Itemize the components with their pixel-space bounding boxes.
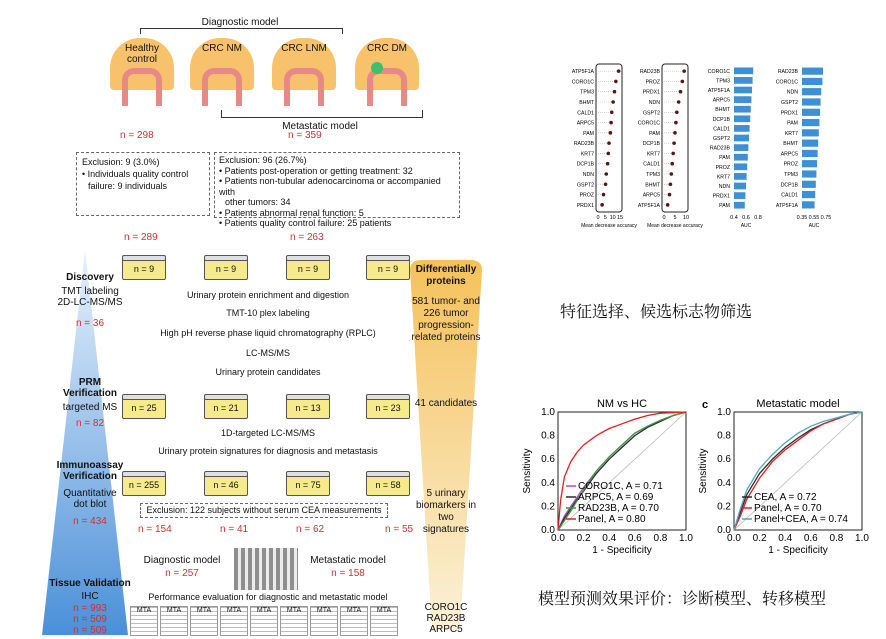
perf-label: Performance evaluation for diagnostic and metastatic model: [148, 592, 388, 602]
rank-label: TPM3: [716, 78, 730, 85]
rank-point: [607, 141, 611, 145]
rank-bar: [802, 201, 815, 208]
rank-bar: [734, 67, 753, 74]
rank-xlabel: AUC: [808, 223, 820, 229]
rank-label: NDN: [582, 172, 594, 178]
rank-label: DCP1B: [780, 182, 798, 189]
rank-label: ARPC5: [642, 192, 660, 199]
rank-label: RAD23B: [573, 141, 594, 148]
rank-label: NDN: [648, 100, 660, 106]
legend-entry: RAD23B, A = 0.70: [578, 503, 659, 514]
n-row4: n = 41: [220, 524, 249, 535]
caption-model-evaluation: 模型预测效果评价：诊断模型、转移模型: [538, 589, 827, 608]
n-row4: n = 154: [138, 524, 172, 535]
funnel-final: CORO1C RAD23B ARPC5: [424, 602, 468, 635]
ihc-tile: MTA: [220, 606, 248, 636]
y-tick-label: 1.0: [541, 407, 555, 418]
rank-label: ATP5F1A: [707, 88, 730, 94]
rank-xlabel: Mean decrease accuracy: [581, 223, 637, 229]
rank-point: [617, 69, 621, 73]
rank-point: [604, 172, 608, 176]
legend-entry: Panel+CEA, A = 0.74: [754, 514, 848, 525]
rank-tick: 15: [616, 215, 624, 221]
colon-icon: [202, 68, 242, 106]
group-label: Healthy control: [125, 43, 159, 65]
funnel-bio: 5 urinary biomarkers in two signatures: [415, 488, 477, 535]
sample-cup: n = 75: [286, 474, 330, 496]
y-tick-label: 0.0: [717, 525, 731, 536]
n-right: n = 359: [288, 130, 322, 141]
y-tick-label: 0.6: [541, 454, 555, 466]
stage-discovery-n: n = 36: [75, 318, 105, 329]
n-row4: n = 55: [385, 524, 414, 535]
rank-point: [670, 172, 674, 176]
x-tick-label: 0.8: [829, 533, 844, 544]
rank-point: [611, 100, 615, 104]
step-6: 1D-targeted LC-MS/MS: [220, 428, 316, 438]
rank-label: ATP5F1A: [775, 202, 798, 209]
bracket-bottom: [221, 110, 423, 118]
rank-point: [600, 203, 604, 207]
rank-tick: 0: [596, 215, 600, 221]
rank-label: GSPT2: [642, 110, 660, 117]
rank-label: PROZ: [783, 161, 798, 168]
rank-label: ATP5F1A: [637, 202, 660, 209]
rank-label: PAM: [719, 203, 730, 210]
step-5: Urinary protein candidates: [215, 367, 321, 377]
rank-label: PAM: [583, 130, 594, 137]
funnel-cand: 41 candidates: [414, 398, 478, 409]
rank-bar: [734, 183, 746, 190]
rank-point: [666, 203, 670, 207]
x-tick-label: 0.0: [551, 533, 565, 544]
diag-model-label: Diagnostic model: [143, 555, 221, 566]
feature-rank-panel: [560, 62, 880, 242]
step-7: Urinary protein signatures for diagnosis and metastasis: [158, 446, 378, 456]
rank-label: ATP5F1A: [571, 69, 594, 76]
n-after-right: n = 263: [290, 232, 324, 243]
rank-label: RAD23B: [709, 145, 730, 152]
bracket-top: [140, 28, 343, 34]
rank-label: CORO1C: [775, 79, 798, 86]
rank-point: [606, 162, 610, 166]
rank-tick: 0.4: [730, 215, 738, 221]
rank-tick: 5: [673, 215, 677, 221]
rank-bar: [734, 202, 745, 209]
stage-tissue-title: Tissue Validation: [49, 578, 131, 589]
rank-tick: 10: [682, 215, 690, 221]
stage-immuno-n: n = 434: [73, 516, 107, 527]
rank-label: RAD23B: [639, 69, 660, 76]
group-label: CRC NM: [202, 43, 242, 54]
legend-entry: ARPC5, A = 0.69: [578, 492, 654, 503]
rank-plot: [764, 62, 830, 242]
y-tick-label: 0.8: [717, 430, 731, 442]
rank-label: KRT7: [580, 151, 594, 158]
y-axis-label: Sensitivity: [698, 448, 709, 494]
rank-label: PROZ: [579, 192, 594, 199]
rank-bar: [734, 173, 747, 180]
rank-label: TPM3: [784, 172, 798, 178]
rank-frame: [596, 64, 622, 212]
funnel-title: Differentially proteins: [415, 264, 477, 287]
rank-frame: [662, 64, 688, 212]
rank-tick: 10: [609, 215, 616, 221]
group-label: CRC LNM: [281, 43, 327, 54]
rank-label: PRDX1: [576, 202, 594, 209]
colon-icon: [367, 68, 407, 106]
rank-tick: 0.8: [754, 215, 762, 221]
rank-label: ARPC5: [780, 151, 798, 158]
rank-tick: 0.35: [796, 215, 808, 221]
y-tick-label: 0.4: [541, 477, 555, 489]
n-row4: n = 62: [296, 524, 325, 535]
rank-frame: [800, 64, 828, 212]
ihc-strip: [130, 606, 400, 636]
legend-entry: Panel, A = 0.70: [754, 503, 822, 514]
rank-label: CORO1C: [637, 120, 660, 127]
stage-discovery-sub: TMT labeling 2D-LC-MS/MS: [57, 286, 123, 308]
rank-label: DCP1B: [576, 161, 594, 168]
chart-title: NM vs HC: [596, 398, 648, 410]
y-tick-label: 1.0: [717, 407, 731, 418]
sample-cup: n = 13: [286, 397, 330, 419]
rank-bar: [734, 144, 748, 151]
rank-label: GSPT2: [576, 182, 594, 189]
rank-plot: [626, 62, 703, 242]
rank-label: PAM: [719, 155, 730, 162]
rank-tick: 0.6: [742, 215, 750, 221]
rank-bar: [802, 88, 821, 95]
roc-chart-nm-vs-hc: [520, 388, 696, 566]
diagnostic-model-label: Diagnostic model: [201, 17, 279, 28]
ihc-tile: MTA: [130, 606, 158, 636]
rank-tick: 0.55: [808, 215, 820, 221]
liver-metastasis-icon: [371, 62, 383, 74]
sample-cup: n = 9: [122, 258, 166, 280]
x-tick-label: 0.8: [653, 533, 668, 544]
rank-point: [672, 141, 676, 145]
x-tick-label: 1.0: [855, 533, 869, 544]
colon-icon: [284, 68, 324, 106]
rank-xlabel: AUC: [740, 223, 752, 229]
ihc-tile: MTA: [160, 606, 188, 636]
meta-model-n: n = 158: [331, 568, 365, 579]
rank-label: KRT7: [646, 151, 660, 158]
rank-label: CORO1C: [707, 68, 730, 75]
step-1: Urinary protein enrichment and digestion: [186, 290, 350, 300]
rank-point: [609, 121, 613, 125]
rank-bar: [802, 78, 822, 85]
rank-point: [675, 110, 679, 114]
rank-point: [613, 90, 617, 94]
ihc-tile: MTA: [250, 606, 278, 636]
step-3: High pH reverse phase liquid chromatography (RPLC): [160, 328, 376, 338]
rank-label: DCP1B: [642, 141, 660, 148]
rank-label: PRDX1: [780, 110, 798, 117]
rank-label: CALD1: [577, 110, 594, 117]
ihc-tile: MTA: [190, 606, 218, 636]
rank-point: [677, 100, 681, 104]
chart-title: Metastatic model: [756, 398, 840, 410]
x-tick-label: 0.6: [627, 533, 642, 544]
panel-label: c: [702, 399, 709, 411]
x-tick-label: 0.6: [803, 533, 818, 544]
rank-point: [607, 152, 611, 156]
rank-label: GSPT2: [780, 100, 798, 106]
rank-bar: [734, 125, 750, 132]
metastatic-model-label: Metastatic model: [282, 121, 358, 132]
sample-cup: n = 21: [204, 397, 248, 419]
rank-bar: [734, 106, 751, 113]
stage-immuno-title: Immunoassay Verification: [56, 460, 124, 482]
y-axis-label: Sensitivity: [522, 448, 533, 494]
legend-entry: Panel, A = 0.80: [578, 514, 646, 525]
rank-bar: [734, 154, 748, 161]
rank-bar: [802, 98, 821, 105]
n-after-left: n = 289: [124, 232, 158, 243]
group-label: CRC DM: [367, 43, 407, 54]
sample-cup: n = 46: [204, 474, 248, 496]
step-4: LC-MS/MS: [245, 348, 290, 358]
sample-cup: n = 9: [286, 258, 330, 280]
rank-label: BHMT: [645, 182, 660, 189]
rank-bar: [734, 77, 753, 84]
rank-point: [604, 182, 608, 186]
sample-cup: n = 25: [122, 397, 166, 419]
rank-bar: [802, 191, 815, 198]
caption-feature-selection: 特征选择、候选标志物筛选: [560, 302, 753, 321]
ihc-tile: MTA: [280, 606, 308, 636]
legend-entry: CORO1C, A = 0.71: [578, 481, 663, 492]
rank-label: PAM: [787, 120, 798, 127]
rank-label: CALD1: [781, 192, 798, 199]
rank-plot: [696, 62, 762, 242]
rank-label: CORO1C: [571, 79, 594, 86]
rank-label: NDN: [718, 184, 730, 190]
rank-bar: [802, 140, 818, 147]
diag-model-n: n = 257: [165, 568, 199, 579]
x-tick-label: 0.4: [602, 533, 617, 544]
roc-chart-metastatic: [696, 388, 872, 566]
rank-label: PAM: [649, 130, 660, 137]
rank-label: GSPT2: [712, 136, 730, 142]
rank-point: [670, 162, 674, 166]
exclusion-left-box: Exclusion: 9 (3.0%) • Individuals quality control failure: 9 individuals: [76, 152, 210, 216]
rank-point: [668, 193, 672, 197]
rank-bar: [802, 160, 817, 167]
ihc-tile: MTA: [370, 606, 398, 636]
rank-label: ARPC5: [712, 97, 730, 104]
dot-blot-image: [234, 548, 298, 590]
rank-tick: 5: [603, 215, 607, 221]
rank-tick: 0: [662, 215, 666, 221]
x-axis-label: 1 - Specificity: [592, 545, 652, 556]
rank-label: DCP1B: [712, 116, 730, 123]
ihc-tile: MTA: [340, 606, 368, 636]
stage-prm-sub: targeted MS: [62, 402, 118, 413]
rank-label: PROZ: [645, 79, 660, 86]
rank-label: ARPC5: [576, 120, 594, 127]
rank-point: [602, 193, 606, 197]
sample-cup: n = 58: [366, 474, 410, 496]
rank-label: RAD23B: [777, 69, 798, 76]
rank-label: BHMT: [783, 141, 798, 148]
rank-label: CALD1: [643, 161, 660, 168]
sample-cup: n = 9: [366, 258, 410, 280]
rank-point: [669, 182, 673, 186]
stage-immuno-sub: Quantitative dot blot: [63, 488, 117, 510]
x-tick-label: 0.2: [752, 533, 767, 544]
y-tick-label: 0.4: [717, 477, 731, 489]
rank-label: TPM3: [580, 89, 594, 96]
y-tick-label: 0.8: [541, 430, 555, 442]
x-tick-label: 0.0: [727, 533, 741, 544]
exclusion-cea-box: Exclusion: 122 subjects without serum CEA measurements: [140, 503, 388, 518]
rank-label: BHMT: [579, 100, 594, 106]
rank-bar: [734, 192, 745, 199]
stage-prm-title: PRM Verification: [63, 377, 117, 399]
rank-bar: [802, 68, 823, 75]
rank-bar: [802, 129, 819, 136]
rank-point: [610, 110, 614, 114]
y-tick-label: 0.2: [541, 501, 555, 513]
x-tick-label: 1.0: [679, 533, 693, 544]
x-tick-label: 0.4: [778, 533, 793, 544]
x-tick-label: 0.2: [576, 533, 591, 544]
rank-label: TPM3: [646, 172, 660, 178]
y-tick-label: 0.2: [717, 501, 731, 513]
rank-point: [609, 131, 613, 135]
n-left: n = 298: [120, 130, 154, 141]
rank-bar: [734, 96, 751, 103]
meta-model-label: Metastatic model: [310, 555, 386, 566]
rank-xlabel: Mean decrease accuracy: [647, 223, 703, 229]
x-axis-label: 1 - Specificity: [768, 545, 828, 556]
ihc-tile: MTA: [310, 606, 338, 636]
colon-icon: [122, 68, 162, 106]
rank-point: [674, 121, 678, 125]
sample-cup: n = 9: [204, 258, 248, 280]
rank-label: BHMT: [715, 107, 730, 114]
rank-point: [679, 90, 683, 94]
rank-point: [671, 152, 675, 156]
rank-label: KRT7: [716, 174, 730, 181]
rank-label: PRDX1: [642, 89, 660, 96]
rank-label: PRDX1: [712, 193, 730, 200]
rank-bar: [734, 87, 752, 94]
rank-point: [682, 69, 686, 73]
rank-bar: [734, 115, 750, 122]
rank-point: [673, 131, 677, 135]
stage-tissue-n: n = 993 n = 509 n = 509: [73, 603, 107, 636]
y-tick-label: 0.0: [541, 525, 555, 536]
rank-tick: 0.75: [820, 215, 832, 221]
rank-bar: [802, 181, 816, 188]
stage-tissue-sub: IHC: [81, 591, 99, 602]
rank-bar: [734, 163, 747, 170]
rank-bar: [802, 109, 820, 116]
legend-entry: CEA, A = 0.72: [754, 492, 817, 503]
rank-bar: [802, 150, 818, 157]
rank-label: PROZ: [715, 164, 730, 171]
step-2: TMT-10 plex labeling: [226, 308, 310, 318]
rank-label: NDN: [786, 89, 798, 96]
rank-bar: [734, 135, 749, 142]
sample-cup: n = 23: [366, 397, 410, 419]
sample-cup: n = 255: [122, 474, 166, 496]
y-tick-label: 0.6: [717, 454, 731, 466]
stage-prm-n: n = 82: [75, 418, 105, 429]
rank-label: KRT7: [784, 130, 798, 137]
rank-bar: [802, 170, 816, 177]
rank-point: [614, 80, 618, 84]
funnel-desc: 581 tumor- and 226 tumor progression-related proteins: [411, 296, 481, 343]
rank-label: CALD1: [713, 126, 730, 133]
stage-discovery-title: Discovery: [66, 272, 114, 283]
rank-point: [681, 80, 685, 84]
rank-plot: [560, 62, 637, 242]
rank-bar: [802, 119, 819, 126]
exclusion-right-box: Exclusion: 96 (26.7%) • Patients post-operation or getting treatment: 32 • Patients non-tubular adenocarcinoma or accompanied with other tumors: 34 • Patients abnormal renal function: 5 • Patients quality control failure: 25 patients: [214, 152, 460, 218]
